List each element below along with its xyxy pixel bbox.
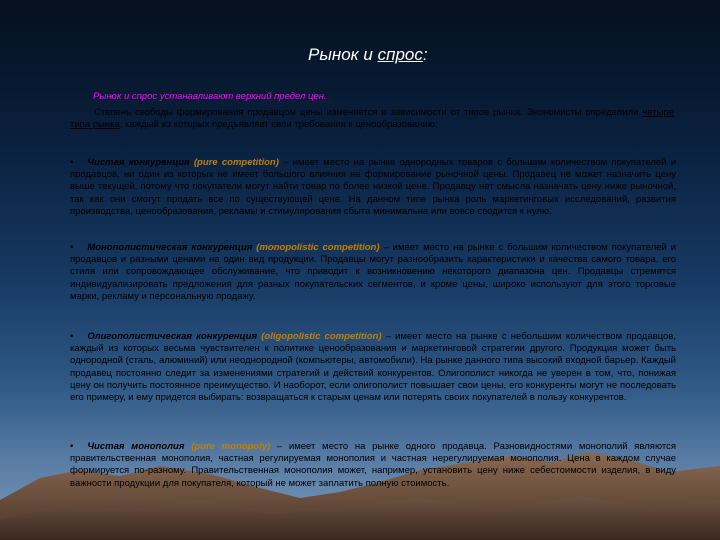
bullet-term: Олигополистическая конкуренция <box>87 331 258 342</box>
bullet-marker: • <box>70 242 74 253</box>
bullet-monopolistic-competition <box>70 242 676 303</box>
title-colon: : <box>422 45 428 64</box>
bullet-english-term: (oligopolistic competition) <box>261 331 382 342</box>
bullet-english-term: (pure monopoly) <box>191 441 271 452</box>
bullet-term: Чистая конкуренция <box>87 157 190 168</box>
title-text: Рынок и <box>308 45 378 64</box>
bullet-marker: • <box>70 441 74 452</box>
bullet-text: – имеет место на рынке однородных товаров с большим количеством покупателей и продавцов, ни один из которых не имеет большого влияния на формирование рыночной цены. Продавец не может назначить цену выше текущей, потому что покупатели могут найти товар по более низкой цене. Продавцу нет смысла назначать цену ниже рыночной, так как они смогут продать все по существующей цене. На данном типе рынка роль маркетинговых исследований, развития производства, ценообразования, рекламы и стимулирования сбыта минимальна или вовсе сводится к нулю. <box>70 157 677 217</box>
intro-underlined-phrase: четыре типа рынка <box>70 107 674 131</box>
slide-title <box>308 45 428 65</box>
bullet-marker: • <box>70 331 74 342</box>
bullet-pure-competition <box>70 157 676 218</box>
bullet-text: – имеет место на рынке с небольшим количеством продавцов, каждый из которых весьма чувствителен к политике ценообразования и маркетинговой стратегии другого. Продукция может быть однородной (сталь, алюминий) или неоднородной (компьютеры, автомобили). На рынке данного типа высокий входной барьер. Каждый продавец постоянно следит за изменениями стратегий и действий конкурентов. Олигополист никогда не уверен в том, что, понижая цену он получить постоянное преимущество. И наоборот, если олигополист повышает свои цены, его конкуренты могут не последовать его примеру, и ему придется выбирать: возвращаться к старым ценам или потерять своих покупателей в пользу конкурентов. <box>70 331 676 404</box>
bullet-pure-monopoly <box>70 441 676 490</box>
bullet-oligopolistic-competition <box>70 331 676 404</box>
lead-statement: Рынок и спрос устанавливают верхний предел цен. <box>93 91 327 102</box>
intro-text-end: , каждый из которых предъявляет свои требования к ценообразованию: <box>119 119 438 131</box>
bullet-text: – имеет место на рынке с большим количеством покупателей и продавцов и разными ценами на один вид продукции. Продавцы могут разнообразить характеристики и качества самого товара, его стиля или сопровождающее обслуживание, что приводит к возникновению некоторого диапазона цен. Продавцы стремятся индивидуализировать предложения для разных покупательских сегментов, и кроме цены, широко используют для этого торговые марки, рекламу и персональную продажу. <box>70 242 676 302</box>
bullet-text: – имеет место на рынке одного продавца. Разновидностями монополий являются правительственная монополия, частная регулируемая монополия и частная нерегулируемая монополия. Цена в каждом случае формируется по-разному. Правительственная монополия может, например, установить цену ниже себестоимости изделия, в виду важности продукции для покупателя, который не может заплатить полную стоимость. <box>70 441 677 489</box>
intro-text: Степень свободы формирования продавцом цены изменяется в зависимости от типов рынка. Экономисты определили <box>94 107 643 118</box>
title-underlined-word: спрос <box>377 45 423 64</box>
bullet-term: Монополистическая конкуренция <box>87 242 253 253</box>
intro-paragraph <box>70 107 674 131</box>
bullet-term: Чистая монополия <box>87 441 185 452</box>
bullet-marker: • <box>70 157 74 168</box>
bullet-english-term: (pure competition) <box>193 157 279 168</box>
bullet-english-term: (monopolistic competition) <box>256 242 380 253</box>
